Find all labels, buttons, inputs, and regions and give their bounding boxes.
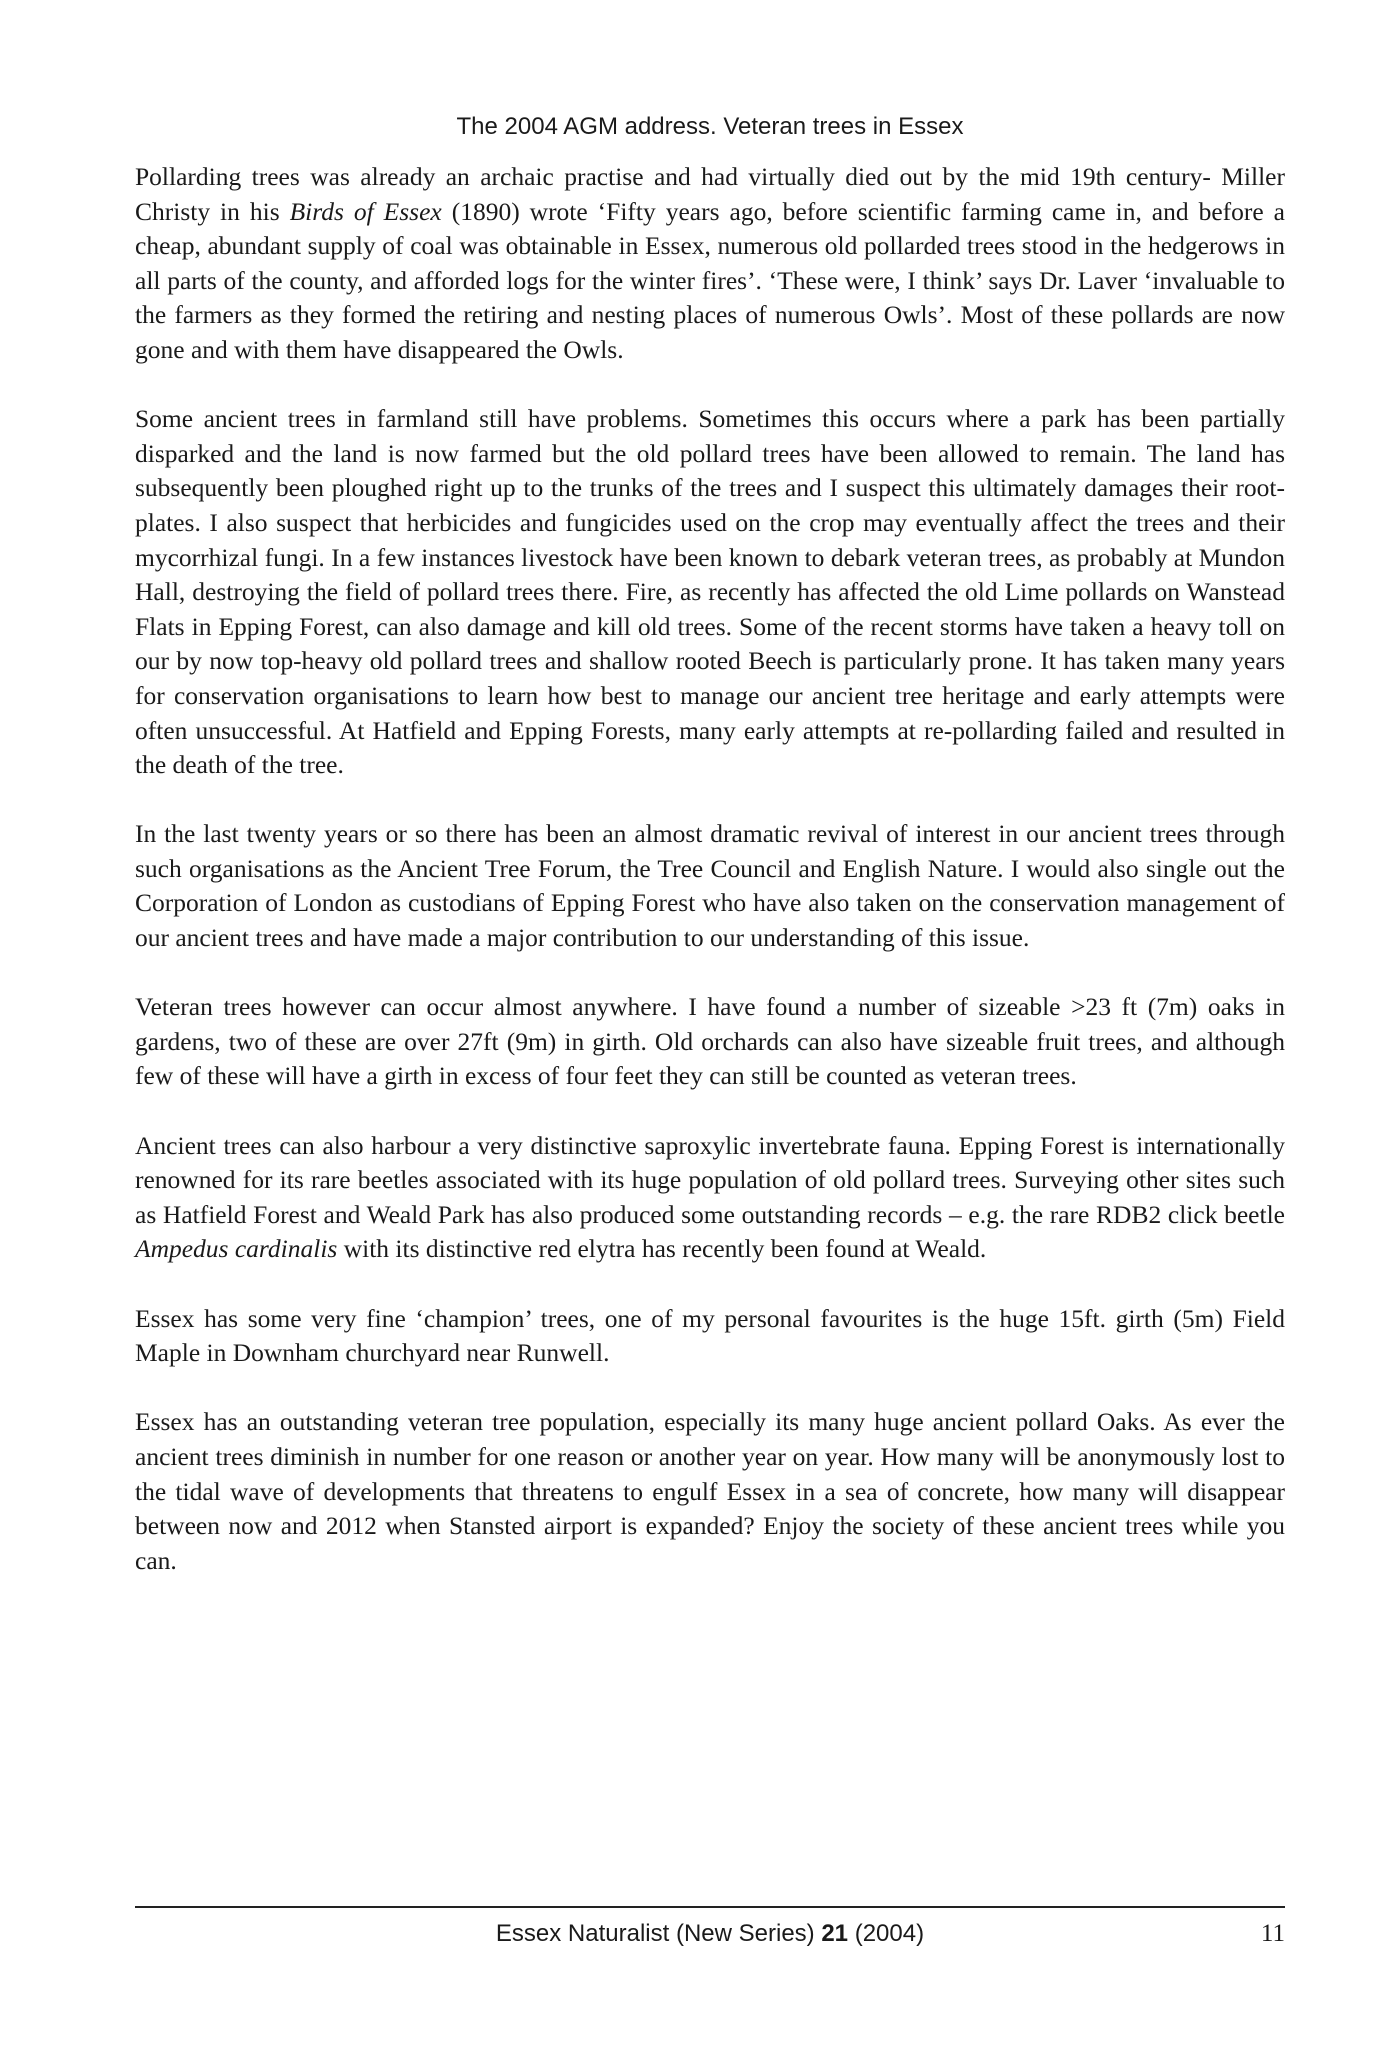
paragraph-2: Some ancient trees in farmland still have problems. Sometimes this occurs where a park has been partially disparked and the land is now farmed but the old pollard trees have been allowed to remain. The land has subsequently been ploughed right up to the trunks of the trees and I suspect this ultimately damages their root-plates. I also suspect that herbicides and fungicides used on the crop may eventually affect the trees and their mycorrhizal fungi. In a few instances livestock have been known to debark veteran trees, as probably at Mundon Hall, destroying the field of pollard trees there. Fire, as recently has affected the old Lime pollards on Wanstead Flats in Epping Forest, can also damage and kill old trees. Some of the recent storms have taken a heavy toll on our by now top-heavy old pollard trees and shallow rooted Beech is particularly prone. It has taken many years for conservation organisations to learn how best to manage our ancient tree heritage and early attempts were often unsuccessful. At Hatfield and Epping Forests, many early attempts at re-pollarding failed and resulted in the death of the tree.: [135, 404, 1285, 780]
paragraph-3: In the last twenty years or so there has been an almost dramatic revival of interest in our ancient trees through such organisations as the Ancient Tree Forum, the Tree Council and English Nature. I would also single out the Corporation of London as custodians of Epping Forest who have also taken on the conservation management of our ancient trees and have made a major contribution to our understanding of this issue.: [135, 819, 1285, 953]
paragraph-1-text-b: (1890) wrote ‘Fifty years ago, before scientific farming came in, and before a cheap, abundant supply of coal was obtainable in Essex, numerous old pollarded trees stood in the hedgerows in all parts of the county, and afforded logs for the winter fires’. ‘These were, I think’ says Dr. Laver ‘invaluable to the farmers as they formed the retiring and nesting places of numerous Owls’. Most of these pollards are now gone and with them have disappeared the Owls.: [135, 196, 1285, 364]
paragraph-7: Essex has an outstanding veteran tree population, especially its many huge ancient pollard Oaks. As ever the ancient trees diminish in number for one reason or another year on year. How many will be anonymously lost to the tidal wave of developments that threatens to engulf Essex in a sea of concrete, how many will disappear between now and 2012 when Stansted airport is expanded? Enjoy the society of these ancient trees while you can.: [135, 1407, 1285, 1575]
running-title: The 2004 AGM address. Veteran trees in Essex: [456, 113, 964, 140]
paragraph-5-text-b: with its distinctive red elytra has recently been found at Weald.: [337, 1234, 987, 1264]
page-footer: [135, 1918, 1285, 1958]
paragraph-5: [135, 1129, 1285, 1267]
article-body: [135, 160, 1285, 1613]
paragraph-4: Veteran trees however can occur almost anywhere. I have found a number of sizeable >23 ft (7m) oaks in gardens, two of these are over 27ft (9m) in girth. Old orchards can also have sizeable fruit trees, and although few of these will have a girth in excess of four feet they can still be counted as veteran trees.: [135, 992, 1285, 1091]
journal-volume: 21: [821, 1920, 849, 1947]
journal-name: Essex Naturalist (New Series): [495, 1920, 822, 1947]
page-number: 11: [1260, 1920, 1285, 1947]
paragraph-1: [135, 160, 1285, 368]
paragraph-6: Essex has some very fine ‘champion’ trees, one of my personal favourites is the huge 15ft. girth (5m) Field Maple in Downham churchyard near Runwell.: [135, 1303, 1285, 1368]
book-title-birds-of-essex: Birds of Essex: [289, 196, 442, 226]
species-name-ampedus-cardinalis: Ampedus cardinalis: [135, 1234, 338, 1264]
paragraph-5-text-a: Ancient trees can also harbour a very distinctive saproxylic invertebrate fauna. Epping Forest is internationally renowned for its rare beetles associated with its huge population of old pollard trees. Surveying other sites such as Hatfield Forest and Weald Park has also produced some outstanding records – e.g. the rare RDB2 click beetle: [135, 1130, 1285, 1229]
footer-divider: [135, 1906, 1285, 1908]
paragraph-1-text-a: Pollarding trees was already an archaic practise and had virtually died out by the mid 19th century- Miller Christy in his: [135, 162, 1285, 226]
journal-citation: [135, 1918, 1285, 1950]
journal-year: (2004): [848, 1920, 925, 1947]
